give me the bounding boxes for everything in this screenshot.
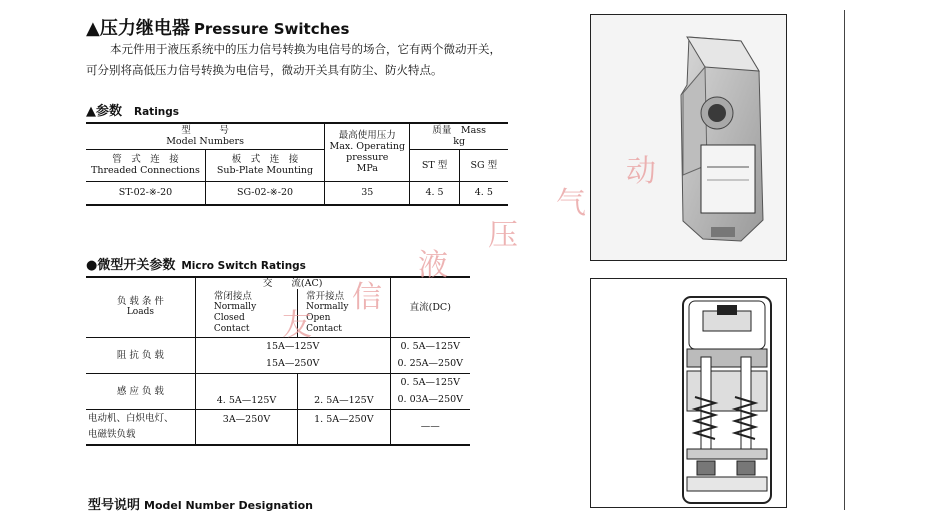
product-photo [590, 14, 787, 261]
inductive-label: 感 应 负 载 [86, 373, 195, 409]
resistive-ac-1: 15A—125V [265, 341, 320, 352]
ratings-heading [86, 100, 179, 119]
table-row [86, 409, 470, 445]
ratings-heading-cn: ▲参数 [86, 104, 122, 119]
table-row [86, 373, 470, 409]
ratings-table [86, 122, 508, 206]
motor-label-2: 电磁铁负载 [88, 428, 136, 440]
sg-mass-cell: 4. 5 [459, 181, 508, 205]
inductive-no-cell: 2. 5A—125V [298, 373, 390, 409]
model-header-en: Model Numbers [166, 136, 244, 148]
inductive-dc-2: 0. 03A—250V [397, 394, 464, 405]
subplate-header-cn: 板 式 连 接 [231, 154, 299, 165]
cross-section-diagram [590, 278, 787, 508]
cross-section-icon [591, 279, 786, 507]
pressure-switch-photo-icon [591, 15, 786, 260]
no-header-cn: 常开接点 [306, 290, 345, 302]
loads-header-cn: 负 载 条 件 [116, 296, 164, 308]
resistive-label: 阻 抗 负 载 [86, 337, 195, 373]
micro-switch-table [86, 276, 470, 446]
no-header-en1: Normally [306, 301, 349, 312]
watermark-char-1: 友 [282, 308, 312, 343]
nc-header-en1: Normally [213, 301, 257, 312]
inductive-dc-cell [390, 373, 470, 409]
intro-line-2: 可分别将高低压力信号转换为电信号，微动开关具有防尘、防火特点。 [86, 63, 443, 77]
pressure-header [325, 123, 410, 181]
threaded-header-en: Threaded Connections [91, 165, 200, 176]
resistive-dc-cell [390, 337, 470, 373]
page-divider [844, 10, 845, 510]
designation-heading-cn: 型号说明 [88, 498, 141, 513]
table-row [86, 181, 508, 205]
loads-header [86, 277, 195, 337]
loads-header-en: Loads [126, 307, 154, 318]
resistive-ac-2: 15A—250V [265, 358, 320, 369]
pressure-header-en2: pressure [346, 152, 389, 164]
mass-header-unit: kg [453, 136, 466, 148]
ratings-heading-en: Ratings [134, 106, 180, 118]
designation-heading [88, 494, 313, 513]
motor-nc-cell: 3A—250V [195, 409, 297, 445]
motor-dc-cell: —— [390, 409, 470, 445]
motor-label [86, 409, 195, 445]
subplate-header [205, 149, 324, 181]
pressure-header-en1: Max. Operating [329, 141, 406, 153]
st-mass-cell: 4. 5 [410, 181, 459, 205]
threaded-model-cell: ST-02-※-20 [86, 181, 205, 205]
st-type-header: ST 型 [410, 149, 459, 181]
nc-header-en3: Contact [213, 323, 250, 334]
nc-header-cn: 常闭接点 [213, 290, 252, 302]
watermark-char-6: 动 [626, 154, 656, 189]
title-en: Pressure Switches [193, 20, 350, 38]
micro-switch-heading [86, 254, 306, 273]
subplate-header-en: Sub-Plate Mounting [216, 165, 314, 176]
mass-header [410, 123, 508, 149]
ac-header: 交 流(AC) [195, 277, 390, 289]
pressure-cell: 35 [325, 181, 410, 205]
no-header-en3: Contact [306, 323, 342, 334]
resistive-dc-1: 0. 5A—125V [400, 341, 460, 352]
intro-paragraph [86, 39, 566, 81]
watermark-char-3: 液 [418, 248, 448, 283]
mass-header-cn: 质量 Mass [432, 125, 487, 137]
intro-line-1: 本元件用于液压系统中的压力信号转换为电信号的场合，它有两个微动开关， [110, 42, 501, 56]
micro-heading-cn: ●微型开关参数 [86, 258, 176, 273]
page-title [86, 14, 349, 40]
no-header-en2: Open [306, 312, 331, 323]
model-header [86, 123, 325, 149]
pressure-header-cn: 最高使用压力 [338, 130, 396, 142]
motor-no-cell: 1. 5A—250V [298, 409, 390, 445]
subplate-model-cell: SG-02-※-20 [205, 181, 324, 205]
watermark-char-5: 气 [556, 186, 586, 221]
table-row [86, 337, 470, 373]
threaded-header [86, 149, 205, 181]
watermark-char-4: 压 [488, 218, 518, 253]
sg-type-header: SG 型 [459, 149, 508, 181]
dc-header: 直流(DC) [390, 277, 470, 337]
inductive-dc-1: 0. 5A—125V [400, 377, 460, 388]
pressure-header-unit: MPa [356, 163, 378, 175]
model-header-cn: 型 号 [181, 125, 229, 137]
threaded-header-cn: 管 式 连 接 [112, 154, 179, 165]
micro-heading-en: Micro Switch Ratings [181, 260, 306, 272]
inductive-nc-cell: 4. 5A—125V [195, 373, 297, 409]
resistive-dc-2: 0. 25A—250V [397, 358, 464, 369]
title-cn: ▲压力继电器 [86, 18, 190, 39]
motor-label-1: 电动机、白炽电灯、 [88, 412, 174, 424]
watermark-char-2: 信 [352, 280, 382, 315]
designation-heading-en: Model Number Designation [144, 499, 313, 512]
nc-header-en2: Closed [213, 312, 245, 323]
